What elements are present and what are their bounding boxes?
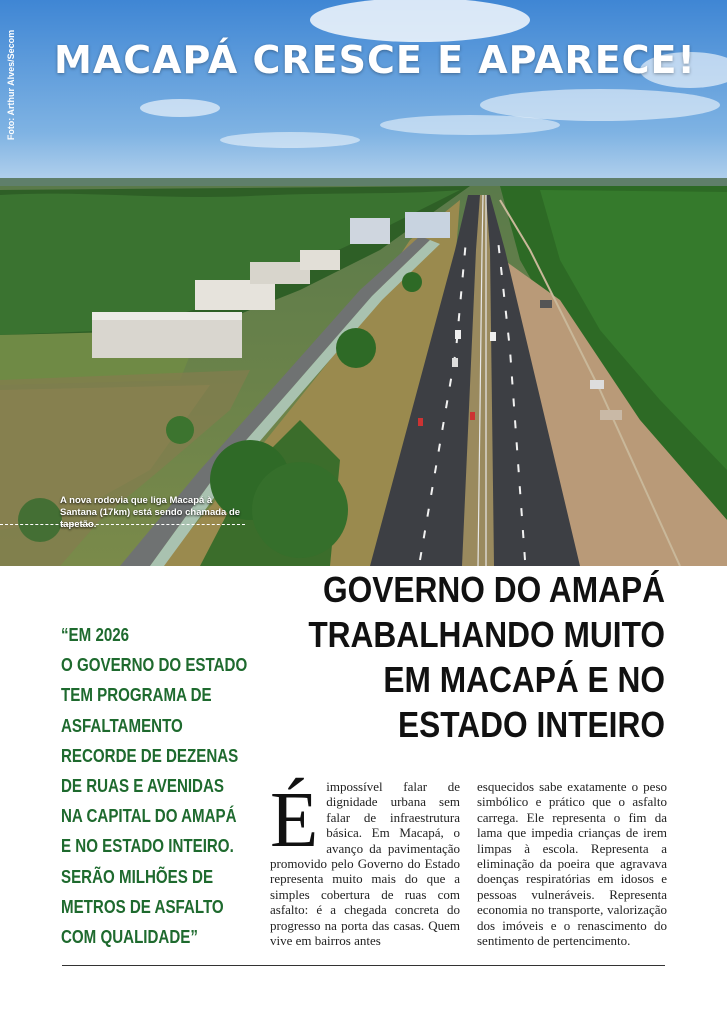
- drop-cap: É: [270, 777, 319, 864]
- caption-divider: [0, 524, 245, 525]
- article-headline: [287, 567, 665, 747]
- quote-line: ASFALTAMENTO: [61, 715, 183, 736]
- article-text-1: impossível falar de dignidade urbana sem falar de infraestrutura básica. Em Macapá, o avanço da pavimentação promovido pelo Governo do Estado representa muito mais do que a simples cobertura de ruas com asfalto: é a chegada concreta do progresso na porta das casas. Quem vive em bairros antes: [270, 779, 460, 949]
- quote-line: RECORDE DE DEZENAS: [61, 745, 239, 766]
- headline-line: TRABALHANDO MUITO: [308, 614, 665, 655]
- quote-line: NA CAPITAL DO AMAPÁ: [61, 806, 237, 827]
- article-column-2: [477, 779, 667, 948]
- bottom-divider: [62, 965, 665, 966]
- quote-line: “EM 2026: [61, 625, 130, 645]
- headline-line: ESTADO INTEIRO: [398, 704, 665, 745]
- quote-line: E NO ESTADO INTEIRO.: [61, 836, 234, 857]
- headline-line: GOVERNO DO AMAPÁ: [322, 569, 665, 610]
- pull-quote: [61, 620, 248, 952]
- quote-line: DE RUAS E AVENIDAS: [61, 776, 224, 797]
- photo-credit: Foto: Arthur Alves/Secom: [6, 29, 16, 141]
- quote-line: METROS DE ASFALTO: [61, 896, 224, 917]
- article-text-2: esquecidos sabe exatamente o peso simbólico e prático que o asfalto carrega. Ele representa o fim da lama que impedia crianças de irem limpas à escola. Representa a eliminação da poeira que agravava doenças respiratórias em idosos e pessoas vulneráveis. Representa economia no transporte, valorização dos imóveis e o renascimento do sentimento de pertencimento.: [477, 779, 667, 949]
- headline-line: EM MACAPÁ E NO: [383, 659, 665, 700]
- hero-title: MACAPÁ CRESCE E APARECE!: [54, 38, 696, 82]
- quote-line: O GOVERNO DO ESTADO: [61, 655, 248, 676]
- quote-line: TEM PROGRAMA DE: [61, 685, 212, 706]
- photo-caption: A nova rodovia que liga Macapá à Santana (17km) está sendo chamada de tapetão.: [60, 495, 241, 530]
- quote-line: SERÃO MILHÕES DE: [61, 866, 214, 887]
- quote-line: COM QUALIDADE”: [61, 927, 198, 948]
- article-column-1: [270, 779, 460, 948]
